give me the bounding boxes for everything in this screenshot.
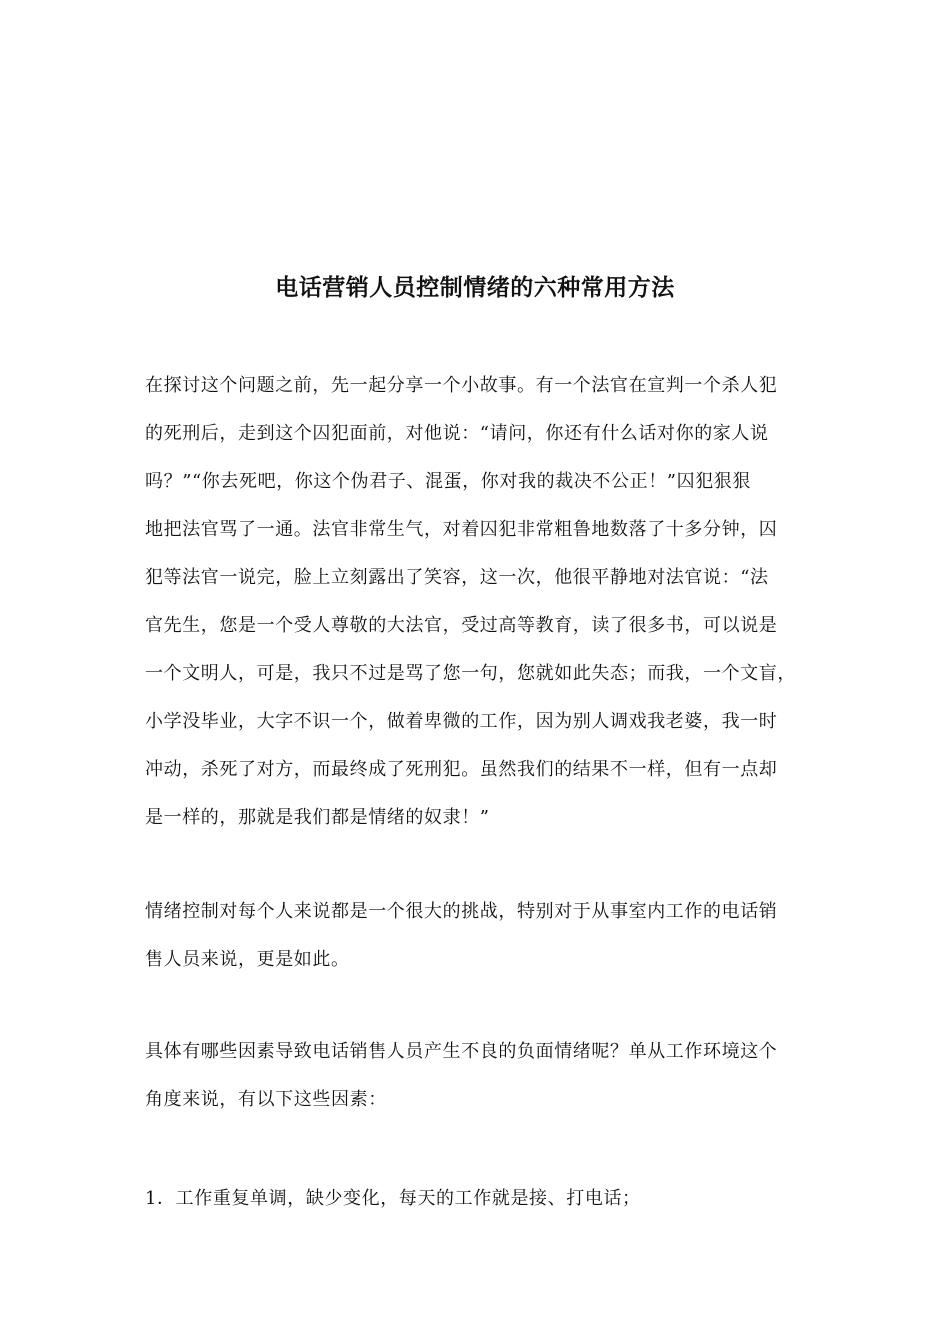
document-title: 电话营销人员控制情绪的六种常用方法: [275, 275, 675, 301]
paragraph-line: 的死刑后，走到这个囚犯面前，对他说：“请问，你还有什么话对你的家人说: [145, 423, 769, 444]
factors-intro-paragraph: [145, 1028, 810, 1124]
paragraph-line: 犯等法官一说完，脸上立刻露出了笑容，这一次，他很平静地对法官说：“法: [145, 567, 769, 588]
paragraph-line: 官先生，您是一个受人尊敬的大法官，受过高等教育，读了很多书，可以说是: [145, 615, 778, 636]
paragraph-line: 售人员来说，更是如此。: [145, 949, 350, 970]
paragraph-line: 是一样的，那就是我们都是情绪的奴隶！”: [145, 807, 490, 828]
paragraph-line: 在探讨这个问题之前，先一起分享一个小故事。有一个法官在宣判一个杀人犯: [145, 375, 778, 396]
paragraph-line: 小学没毕业，大字不识一个，做着卑微的工作，因为别人调戏我老婆，我一时: [145, 711, 778, 732]
paragraph-line: 角度来说，有以下这些因素：: [145, 1089, 387, 1110]
paragraph-line: 冲动，杀死了对方，而最终成了死刑犯。虽然我们的结果不一样，但有一点却: [145, 759, 778, 780]
paragraph-line: 地把法官骂了一通。法官非常生气，对着囚犯非常粗鲁地数落了十多分钟，囚: [145, 519, 778, 540]
paragraph-line: 情绪控制对每个人来说都是一个很大的挑战，特别对于从事室内工作的电话销: [145, 901, 778, 922]
factor-list-item-1: [145, 1175, 810, 1223]
list-item-text: 1．工作重复单调，缺少变化，每天的工作就是接、打电话；: [145, 1188, 641, 1209]
paragraph-line: 一个文明人，可是，我只不过是骂了您一句，您就如此失态；而我，一个文盲，: [145, 663, 796, 684]
emotion-challenge-paragraph: [145, 888, 810, 984]
story-paragraph: [145, 362, 810, 842]
paragraph-line: 吗？”“你去死吧，你这个伪君子、混蛋，你对我的裁决不公正！”囚犯狠狠: [145, 471, 752, 492]
paragraph-line: 具体有哪些因素导致电话销售人员产生不良的负面情绪呢？单从工作环境这个: [145, 1041, 778, 1062]
